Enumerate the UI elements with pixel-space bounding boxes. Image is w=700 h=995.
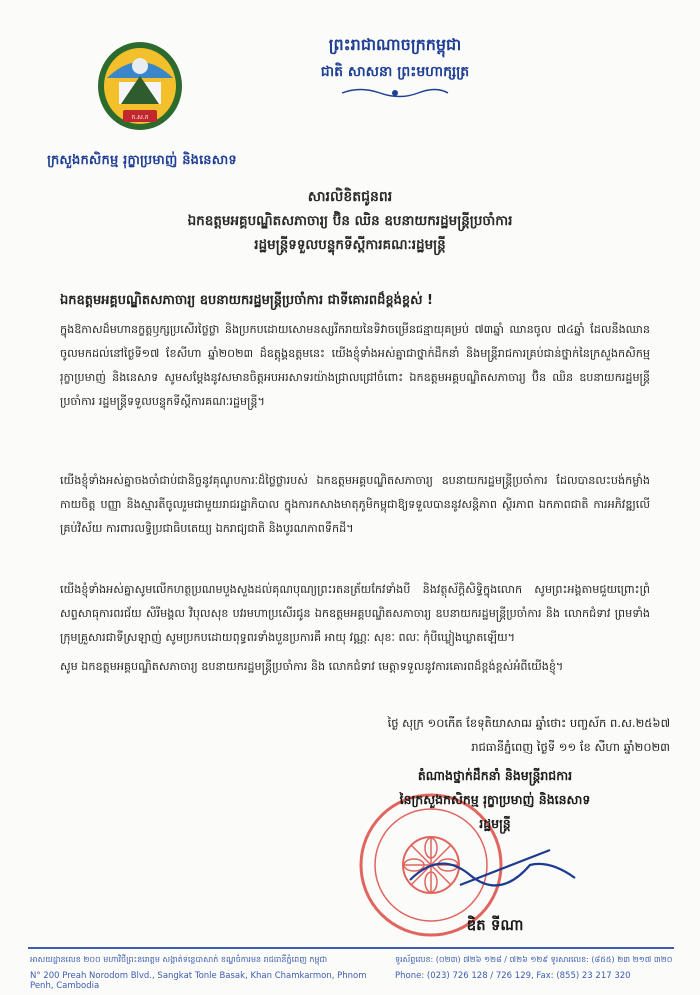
signatory-title-1: តំណាងថ្នាក់ដឹកនាំ និងមន្ត្រីរាជការ [417,768,573,783]
signatory-role: រដ្ឋមន្ត្រី [479,816,511,831]
ministry-logo-icon [95,38,185,136]
paragraph-3: យើងខ្ញុំទាំងអស់គ្នាសូមលើកហត្ថប្រណមបួងសួងដល់គុណបុណ្យព្រះរតនត្រ័យកែវទាំងបី និងវត្ថុស័ក្តិសិទ្ធិក្នុងលោក សូមព្រះអង្គតាមជួយព្រោះព្រំសព្ទសាធុការពរជ័យ សិរីមង្គល វិបុលសុខ បវរមហាប្រសើរជូន ឯកឧត្តមអគ្គបណ្ឌិតសភាចារ្យ ឧបនាយករដ្ឋមន្ត្រីប្រចាំការ និង លោកជំទាវ ព្រមទាំងក្រុមគ្រួសារជាទីស្រឡាញ់ សូមប្រកបដោយពុទ្ធពរទាំងបួនប្រការគឺ អាយុ វណ្ណៈ សុខៈ ពលៈ កុំបីឃ្លៀងឃ្លាតឡើយ។ [60,583,650,644]
footer-divider [28,947,674,949]
paragraph-1: ក្នុងឱកាសដ៏មហានក្ខត្តឫក្សប្រសើរថ្លៃថ្លា និងប្រកបដោយសោមនស្សរីករាយនៃទិវាចម្រើនជន្មាយុគម្រប់ ៧៣ឆ្នាំ ឈានចូល ៧៤ឆ្នាំ ដែលនឹងឈានចូលមកដល់នៅថ្ងៃទី១៧ ខែសីហា ឆ្នាំ២០២៣ ដ៏ឧត្តុង្គឧត្តមនេះ យើងខ្ញុំទាំងអស់គ្នាជាថ្នាក់ដឹកនាំ និងមន្ត្រីរាជការគ្រប់ជាន់ថ្នាក់នៃក្រសួងកសិកម្ម រុក្ខាប្រមាញ់ និងនេសាទ សូមសម្តែងនូវសមានចិត្តអបអរសាទរយ៉ាងជ្រាលជ្រៅចំពោះ ឯកឧត្តមអគ្គបណ្ឌិតសភាចារ្យ ប៊ិន ឈិន ឧបនាយករដ្ឋមន្ត្រីប្រចាំការ រដ្ឋមន្ត្រីទទួលបន្ទុកទីស្តីការគណៈរដ្ឋមន្ត្រី។ [60,323,650,408]
ministry-name: ក្រសួងកសិកម្ម រុក្ខាប្រមាញ់ និងនេសាទ [47,153,237,168]
ornament-divider-icon [340,86,450,100]
lunar-date: ថ្ងៃ សុក្រ ១០កើត ខែទុតិយាសាឍ ឆ្នាំថោះ បញ្ចស័ក ព.ស.២៥៦៧ [387,716,670,730]
recipient-line: ឯកឧត្តមអគ្គបណ្ឌិតសភាចារ្យ ប៊ិន ឈិន ឧបនាយករដ្ឋមន្ត្រីប្រចាំការ [187,213,513,229]
footer-address-kh: អាសយដ្ឋានលេខ ២០០ មហាវិថីព្រះនរោត្តម សង្កាត់ទន្លេបាសាក់ ខណ្ឌចំការមន រាជធានីភ្នំពេញ កម្ពុជា [30,955,328,964]
salutation: ឯកឧត្តមអគ្គបណ្ឌិតសភាចារ្យ ឧបនាយករដ្ឋមន្ត្រីប្រចាំការ ជាទីគោរពដ៏ខ្ពង់ខ្ពស់ ! [60,293,433,308]
footer-contact-kh: ទូរស័ព្ទលេខ: (០២៣) ៧២៦ ១២៨ / ៧២៦ ១២៩ ទូរសារលេខ: (៨៥៥) ២៣ ២១៧ ៣២០ [395,955,673,964]
national-motto: ជាតិ សាសនា ព្រះមហាក្សត្រ [320,64,470,80]
handwritten-signature-icon [400,830,600,900]
letter-title: សារលិខិតជូនពរ [307,189,393,205]
signatory-title-2: នៃក្រសួងកសិកម្ម រុក្ខាប្រមាញ់ និងនេសាទ [399,792,591,807]
paragraph-4: សូម ឯកឧត្តមអគ្គបណ្ឌិតសភាចារ្យ ឧបនាយករដ្ឋមន្ត្រីប្រចាំការ និង លោកជំទាវ មេត្តាទទួលនូវការគោរពដ៏ខ្ពង់ខ្ពស់អំពីយើងខ្ញុំ។ [60,660,564,673]
recipient-role-line: រដ្ឋមន្ត្រីទទួលបន្ទុកទីស្តីការគណៈរដ្ឋមន្ត្រី [254,237,446,253]
logo-text: ក.ស.ក [131,114,149,121]
signer-name: ឌិត ទីណា [466,916,524,934]
kingdom-title: ព្រះរាជាណាចក្រកម្ពុជា [328,35,462,54]
footer-address-en: N° 200 Preah Norodom Blvd., Sangkat Tonle Basak, Khan Chamkarmon, Phnom Penh, Cambodia [30,971,367,991]
footer-contact-en: Phone: (023) 726 128 / 726 129, Fax: (855) 23 217 320 [395,971,631,981]
paragraph-2: យើងខ្ញុំទាំងអស់គ្នាចងចាំជាប់ជានិច្ចនូវគុណូបការៈដ៏ថ្លៃថ្លារបស់ ឯកឧត្តមអគ្គបណ្ឌិតសភាចារ្យ ឧបនាយករដ្ឋមន្ត្រីប្រចាំការ ដែលបានលះបង់កម្លាំងកាយចិត្ត បញ្ញា និងស្មារតីចូលរួមជាមួយរាជរដ្ឋាភិបាល ក្នុងការកសាងមាតុភូមិកម្ពុជាឱ្យទទួលបាននូវសន្តិភាព ស្ថិរភាព ឯកភាពជាតិ ការអភិវឌ្ឍលើគ្រប់វិស័យ ការពារលទ្ធិប្រជាធិបតេយ្យ ឯករាជ្យជាតិ និងបូរណភាពទឹកដី។ [60,474,650,535]
solar-date: រាជធានីភ្នំពេញ ថ្ងៃទី ១១ ខែ សីហា ឆ្នាំ២០២៣ [471,740,670,754]
